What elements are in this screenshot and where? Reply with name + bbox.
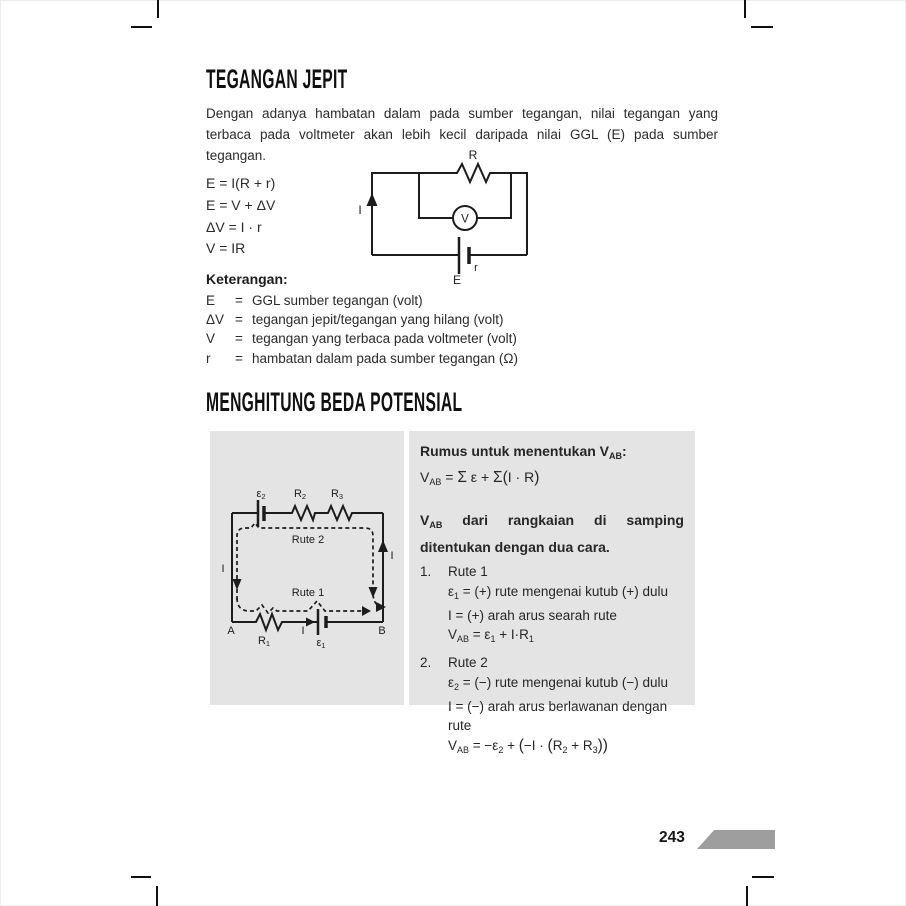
circuit2-top-wire — [232, 506, 383, 520]
equals-sign: = — [235, 293, 243, 308]
rute1-arrow-end — [362, 606, 371, 616]
crop-mark-top-right-v — [744, 0, 746, 18]
intro-paragraph: Dengan adanya hambatan dalam pada sumber tegangan, nilai tegangan yang terbaca pada voltmeter akan lebih kecil daripada nilai GGL (E) pada sumber tegangan. — [206, 106, 718, 163]
equals-sign: = — [235, 331, 243, 347]
rule-line: $V_{AB} = -\varepsilon_2 + (-I \cdot (R_2 + R_3))$ — [448, 736, 608, 755]
equals-sign: = — [235, 350, 243, 366]
circuit1-outer-loop-and-resistor — [372, 164, 527, 255]
rumus-formula: $V_{AB} = \Sigma$ ε + Σ(I · R) — [420, 469, 540, 487]
section-title-menghitung-beda-potensial: MENGHITUNG BEDA POTENSIAL — [206, 387, 463, 417]
symbol: ΔV — [206, 312, 225, 328]
equation-block — [206, 173, 275, 260]
item-title: Rute 2 — [448, 655, 488, 671]
label-node-B: B — [378, 625, 386, 637]
label-voltmeter-V: V — [461, 213, 469, 226]
keterangan-item — [206, 291, 686, 310]
crop-mark-bottom-right-h — [752, 876, 774, 878]
label-current-left: I — [221, 563, 225, 575]
crop-mark-top-left-h — [131, 26, 152, 28]
rule-line: I = (−) arah arus berlawanan dengan rute — [448, 699, 668, 734]
crop-mark-bottom-left-h — [131, 876, 151, 878]
equation-line: E = V + ΔV — [206, 196, 276, 213]
symbol: r — [206, 350, 211, 366]
keterangan-item — [206, 349, 686, 368]
rule-line: $\varepsilon_1$ = (+) rute mengenai kutub (+) dulu — [448, 583, 669, 601]
crop-mark-bottom-right-v — [746, 886, 748, 906]
label-current-I: I — [358, 203, 362, 217]
rute1-dashed-path — [237, 598, 363, 613]
label-eps2: ε2 — [256, 488, 266, 501]
equals-sign: = — [235, 312, 243, 328]
label-current-bottom: I — [301, 625, 305, 637]
label-R3: R3 — [330, 488, 344, 501]
label-eps1: ε1 — [316, 637, 326, 650]
rute-arrow-down-left — [233, 579, 242, 590]
description: tegangan jepit/tegangan yang hilang (volt) — [252, 312, 504, 328]
label-current-right: I — [390, 550, 394, 562]
label-rute-2: Rute 2 — [291, 534, 325, 546]
equation-line: ΔV = I · r — [206, 218, 262, 235]
item-number: 2. — [420, 655, 432, 671]
keterangan-item — [206, 310, 686, 329]
current-arrow-bottom-wire — [306, 618, 315, 627]
label-internal-resistance-r: r — [474, 262, 478, 274]
rute2-arrow-end — [376, 602, 386, 612]
current-arrow-up-right-wire — [378, 540, 388, 552]
crop-mark-bottom-left-v — [156, 886, 158, 906]
page-number-decoration — [697, 830, 775, 849]
keterangan-list — [206, 291, 686, 368]
item-number: 1. — [420, 564, 432, 579]
current-arrow-up — [367, 193, 378, 206]
rumus-title: Rumus untuk menentukan $V_{AB}$: — [420, 443, 627, 461]
label-node-A: A — [227, 625, 235, 637]
rule-line: $\varepsilon_2$ = (−) rute mengenai kutub (−) dulu — [448, 674, 669, 692]
crop-mark-top-right-h — [751, 26, 773, 28]
vab-paragraph: $V_{AB}$ dari rangkaian di samping ditentukan dengan dua cara. — [420, 512, 684, 555]
rute-2-item — [420, 653, 684, 760]
crop-mark-top-left-v — [157, 0, 159, 18]
rute-1-item — [420, 562, 684, 649]
equation-line: V = IR — [206, 240, 246, 257]
rute-arrow-down-right — [369, 587, 378, 598]
symbol: E — [206, 293, 216, 308]
label-R2: R2 — [293, 488, 307, 501]
keterangan-item — [206, 329, 686, 348]
circuit-diagram-tegangan-jepit — [340, 147, 540, 287]
label-rute-1: Rute 1 — [291, 587, 325, 599]
rumus-panel-content — [409, 431, 695, 760]
circuit-diagram-beda-potensial — [218, 482, 398, 650]
section-title-tegangan-jepit: TEGANGAN JEPIT — [206, 64, 348, 94]
label-emf-E: E — [452, 273, 462, 287]
keterangan-heading: Keterangan: — [206, 271, 288, 287]
description: GGL sumber tegangan (volt) — [252, 293, 423, 308]
description: hambatan dalam pada sumber tegangan (Ω) — [252, 350, 519, 366]
symbol: V — [206, 331, 216, 347]
label-resistor-R: R — [468, 148, 478, 162]
rule-line: $V_{AB} = \varepsilon_1 + I\cdot R_1$ — [448, 627, 534, 645]
equation-line: E = I(R + r) — [206, 175, 276, 191]
rule-line: I = (+) arah arus searah rute — [448, 607, 617, 623]
item-title: Rute 1 — [448, 564, 488, 579]
page-number: 243 — [659, 829, 685, 846]
description: tegangan yang terbaca pada voltmeter (volt) — [252, 331, 517, 347]
label-R1: R1 — [257, 635, 271, 648]
